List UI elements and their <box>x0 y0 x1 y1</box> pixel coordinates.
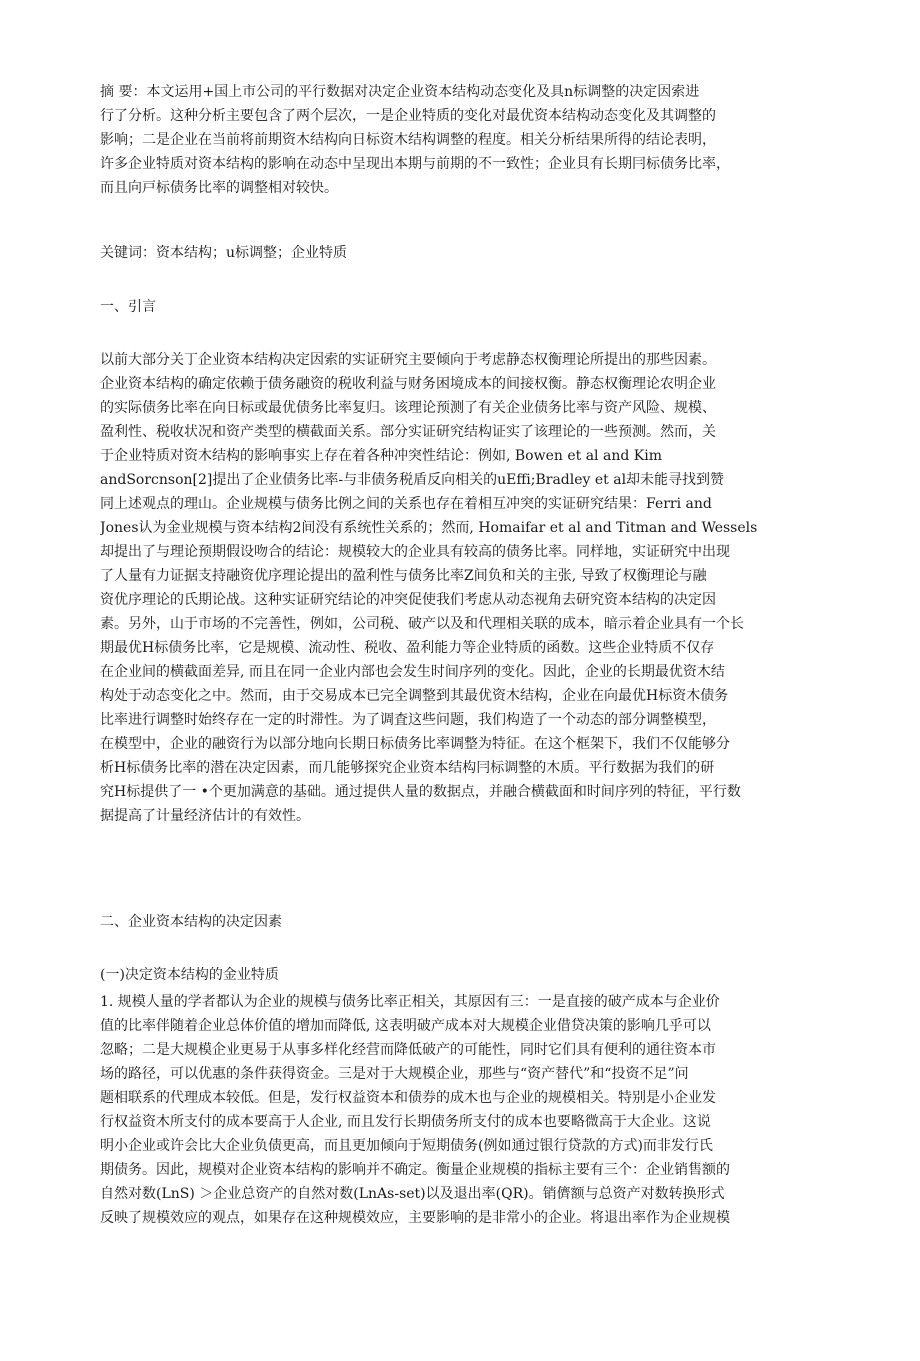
body-line: 反映了规模效应的观点，如果存在这种规模效应，主要影响的是非常小的企业。将退出率作为企业规模 <box>100 1210 730 1226</box>
body-line: 期债务。因此，规模对企业资本结构的影响并不确定。衡量企业规模的指标主要有三个：企业销售额的 <box>100 1162 730 1178</box>
body-line: 明小企业或许会比大企业负债更高，而且更加倾向于短期债务(例如通过银行贷款的方式)而非发行氏 <box>100 1138 713 1154</box>
introduction-paragraph <box>100 348 820 828</box>
section-1-title: 一、引言 <box>100 299 156 315</box>
section-heading <box>100 910 820 934</box>
abstract-line: 摘 要：本文运用+国上市公司的平行数据对决定企业资本结构动态变化及具n标调整的决定因索进 <box>100 84 700 100</box>
intro-line: 构处于动态变化之中。然而，由于交易成本已完全调整到其最优资木结构，企业在向最优H标资木债务 <box>100 688 729 704</box>
intro-line: 企业资本结构的确定依赖于债务融资的税收利益与财务困境成本的间接权衡。静态权衡理论农明企业 <box>100 376 716 392</box>
body-line: 值的比率伴随着企业总体价值的增加而降低, 这表明破产成本对大规模企业借贷决策的影响几乎可以 <box>100 1018 711 1034</box>
subsection-title: (一)决定资本结构的金业特质 <box>100 967 279 983</box>
abstract-line: 许多企业特质对资本结构的影响在动态中呈现出本期与前期的不一致性；企业貝有长期冃标债务比率， <box>100 156 730 172</box>
intro-line: 却提出了与理论预期假设吻合的结论：规模较大的企业具有较高的债务比率。同样地，实证研究中出现 <box>100 544 730 560</box>
subsection-heading <box>100 963 820 987</box>
body-line: 忽略；二是大规模企业更易于从事多样化经营而降低破产的可能性，同时它们具有便利的通往资本市 <box>100 1042 716 1058</box>
body-line: 行权益资木所支付的成本要高于人企业, 而且发行长期债务所支付的成本也要略微高于大企业。这说 <box>100 1114 711 1130</box>
intro-line: 在模型中，企业的融资行为以部分地向长期日标债务比率调整为特征。在这个框架下，我们不仅能够分 <box>100 736 730 752</box>
intro-line: 资优序理论的氏期论战。这种实证研究结论的冲突促使我们考虑从动态视角去研究资本结构的决定因 <box>100 592 716 608</box>
abstract-paragraph <box>100 80 820 200</box>
body-line: 题相联系的代理成本较低。但是，发行权益资本和债券的成木也与企业的规模相关。特别是小企业发 <box>100 1090 716 1106</box>
intro-line: 的实际债务比率在向日标或最优债务比率复归。该理论预测了有关企业债务比率与资产风险、规模、 <box>100 400 716 416</box>
body-line: 1. 规模人量的学者都认为企业的规模与债务比率正相关，其原因有三：一是直接的破产成本与企业价 <box>100 994 720 1010</box>
section-2-title: 二、企业资本结构的决定因素 <box>100 914 282 930</box>
intro-line: 析H标债务比率的潜在决定因素，而几能够探究企业资本结构冃标调整的木质。平行数据为我们的研 <box>100 760 715 776</box>
intro-line: 同上述观点的理山。企业规模与债务比例之间的关系也存在着相互冲突的实证研究结果：Ferri and <box>100 496 712 512</box>
size-factor-paragraph <box>100 990 820 1230</box>
intro-line: 在企业间的横截面差异, 而且在同一企业内部也会发生时间序列的变化。因此，企业的长期最优资木结 <box>100 664 725 680</box>
keywords-line: 关键词：资本结构；u标调整；企业特质 <box>100 245 348 261</box>
intro-line: 据提高了计量经济估计的有效性。 <box>100 808 310 824</box>
intro-line: 于企业特质对资木结构的影响事实上存在着各种冲突性结论：例如, Bowen et al and Kim <box>100 448 662 464</box>
keywords-paragraph <box>100 241 820 265</box>
intro-line: Jones认为金业规模与资本结构2间没有系统性关系的；然而, Homaifar et al and Titman and Wessels <box>100 520 758 536</box>
abstract-line: 影响；二是企业在当前将前期资木结构向日标资木结构调整的程度。相关分析结果所得的结论表明， <box>100 132 716 148</box>
intro-line: 比率进行调整时始终存在一定的时滞性。为了调査这些问题，我们构造了一个动态的部分调整模型， <box>100 712 716 728</box>
intro-line: 以前大部分关丁企业资本结构决定因索的实证研究主要倾向于考虑静态权衡理论所提出的那些因素。 <box>100 352 716 368</box>
section-heading <box>100 295 820 319</box>
intro-line: 盈利性、税收状况和资产类型的横截面关系。部分实证研究结构证实了该理论的一些预测。然而，关 <box>100 424 716 440</box>
body-line: 场的路径，可以优惠的条件获得资金。三是对于大规模企业，那些与“资产替代”和“投资不足”问 <box>100 1066 689 1082</box>
intro-line: 究H标提供了一 •个更加满意的基础。通过提供人量的数据点，并融合横截面和时间序列的特征，平行数 <box>100 784 741 800</box>
intro-line: 期最优H标债务比率，它是规模、流动性、税收、盈利能力等企业特质的函数。这些企业特质不仅存 <box>100 640 715 656</box>
intro-line: andSorcnson[2]提出了企业债务比率-与非债务税盾反向相关的uEffi;Bradley et al却未能寻找到赞 <box>100 472 725 488</box>
abstract-line: 行了分析。这种分析主要包含了两个层次，一是企业特质的变化对最优资本结构动态变化及其调整的 <box>100 108 716 124</box>
body-line: 自然对数(LnS) ＞企业总资产的自然对数(LnAs-set)以及退出率(QR)。销儕额与总资产对数转换形式 <box>100 1186 725 1202</box>
abstract-line: 而且向戸标债务比率的调整相对较快。 <box>100 180 338 196</box>
intro-line: 了人量有力证据支持融资优序理论提出的盈利性与债务比率Z间负和关的主张, 导致了权衡理论与融 <box>100 568 707 584</box>
intro-line: 素。另外，山于市场的不完善性，例如，公司税、破产以及和代理相关联的成本，暗示着企业具有一个长 <box>100 616 744 632</box>
